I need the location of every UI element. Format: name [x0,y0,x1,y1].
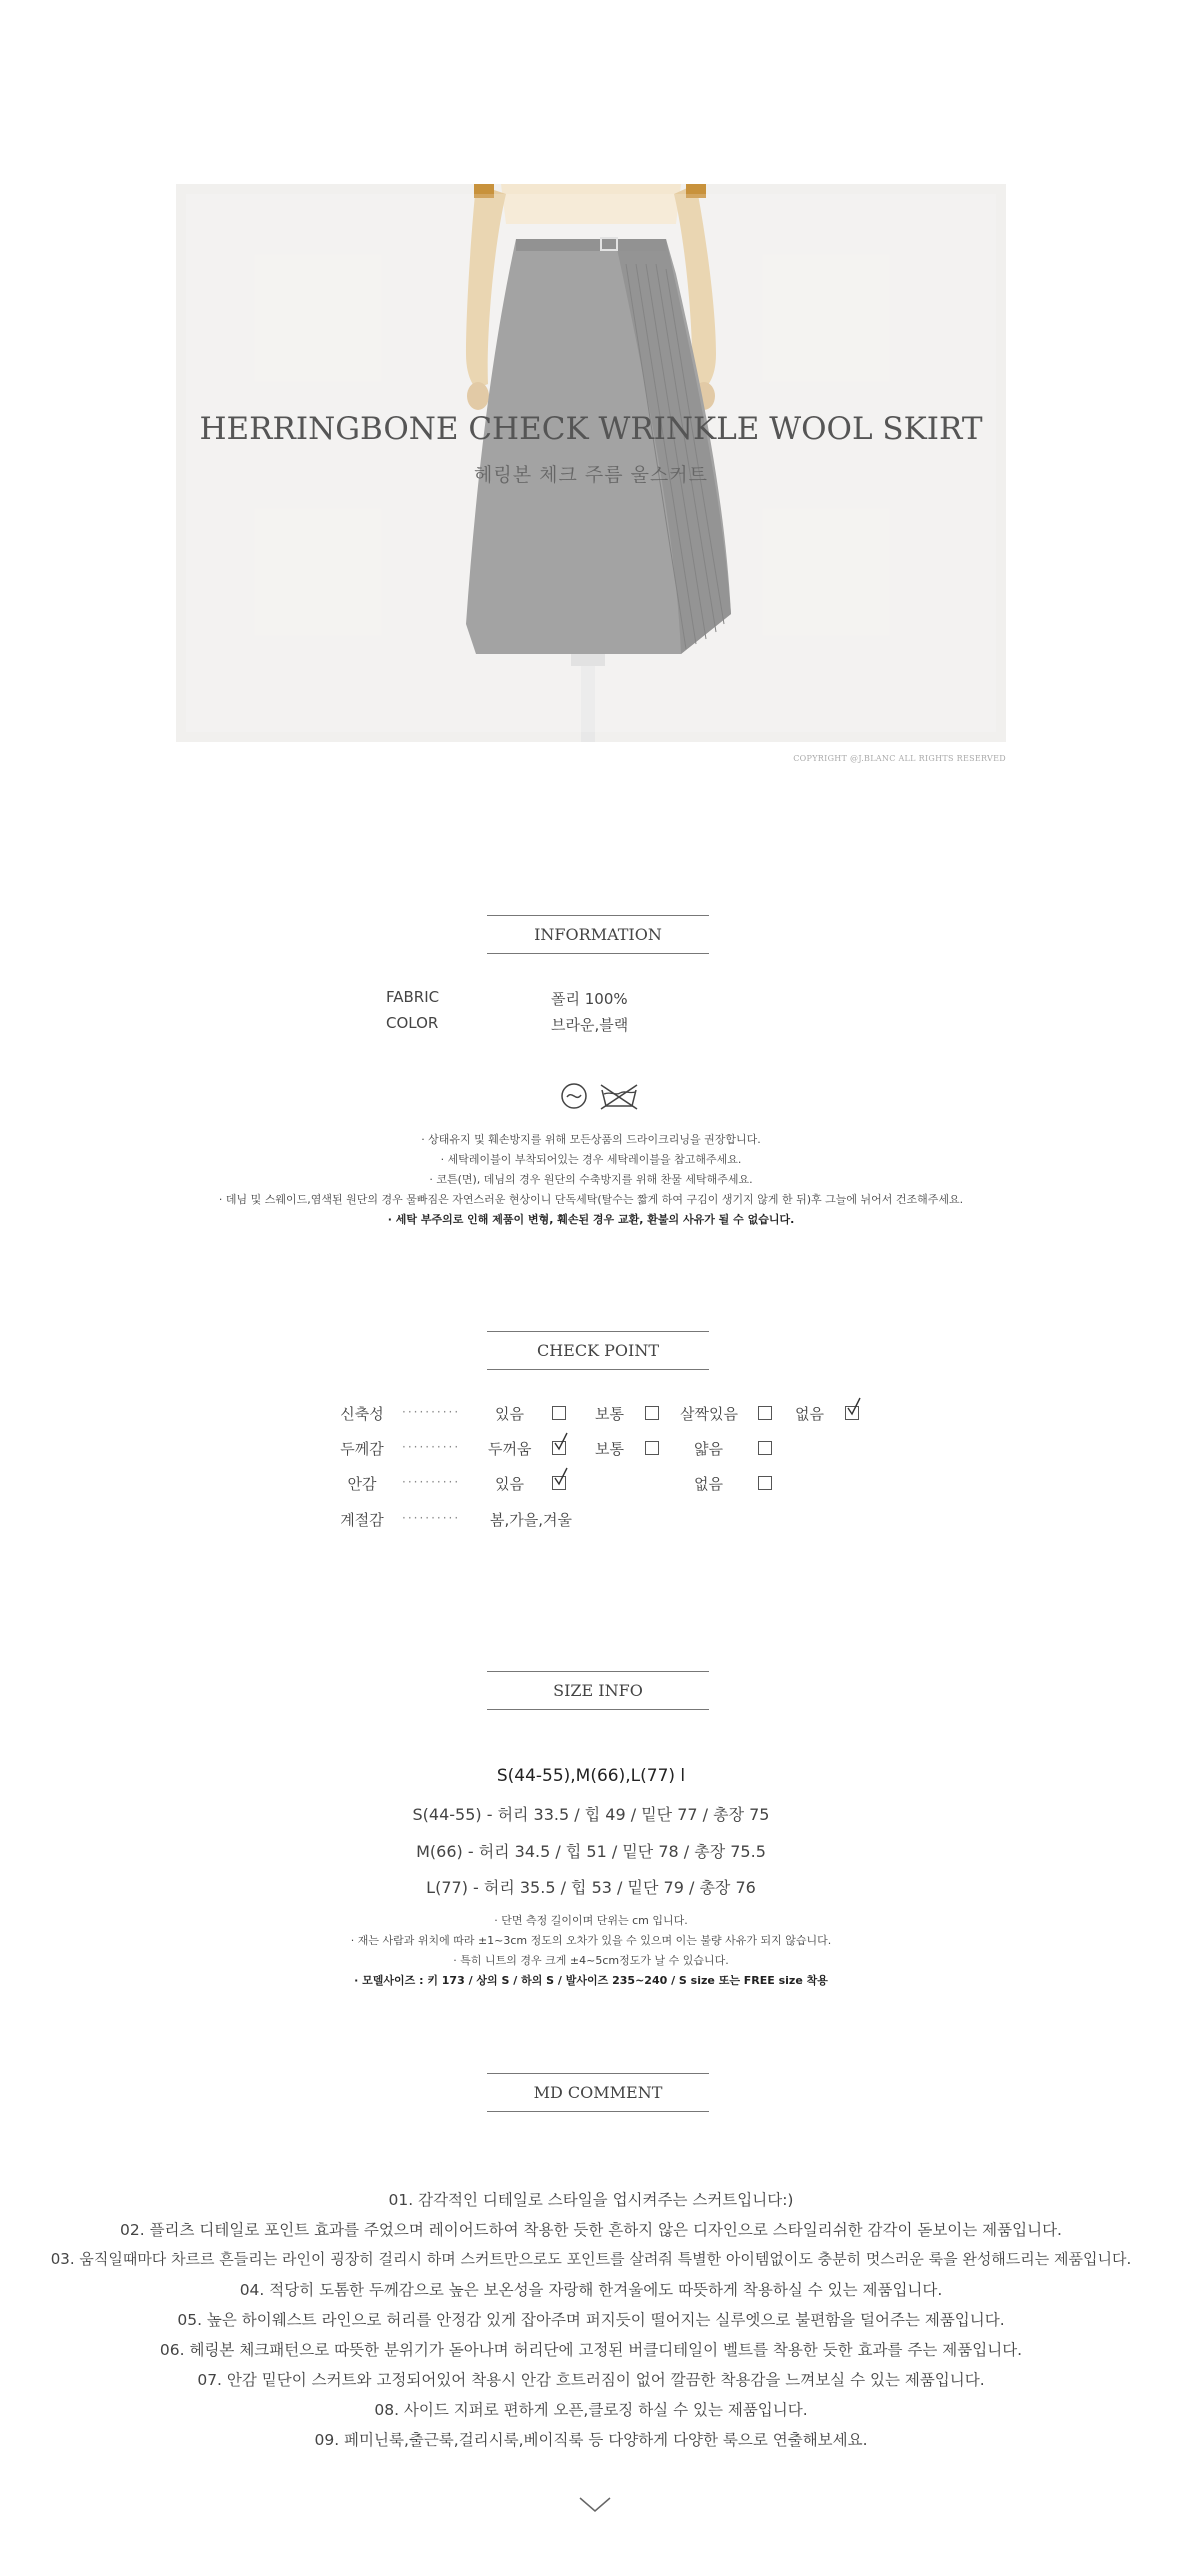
stretch-none-checkbox [845,1406,859,1420]
md-comment-line: 08. 사이드 지퍼로 편하게 오픈,클로징 하실 수 있는 제품입니다. [374,2401,808,2419]
stretch-label: 신축성 [340,1405,384,1423]
fabric-label: FABRIC [386,988,440,1006]
product-subtitle: 헤링본 체크 주름 울스커트 [473,464,708,486]
leader-dots: ·········· [402,1511,461,1525]
information-heading: INFORMATION [487,915,709,954]
color-value: 브라운,블랙 [551,1016,629,1034]
care-note: · 데님 및 스웨이드,염색된 원단의 경우 물빠짐은 자연스러운 현상이니 단독세탁(탈수는 짧게 하여 구김이 생기지 않게 한 뒤)후 그늘에 뉘어서 건조해주세요. [218,1193,964,1206]
lining-none-checkbox [758,1476,772,1490]
leader-dots: ·········· [402,1475,461,1489]
size-info-heading: SIZE INFO [487,1671,709,1710]
season-label: 계절감 [340,1511,384,1529]
size-line-m: M(66) - 허리 34.5 / 힙 51 / 밑단 78 / 총장 75.5 [416,1842,766,1861]
size-line-l: L(77) - 허리 35.5 / 힙 53 / 밑단 79 / 총장 76 [426,1878,756,1897]
stretch-option-slight: 살짝있음 [680,1405,738,1423]
check-point-heading: CHECK POINT [487,1331,709,1370]
lining-option-yes: 있음 [495,1475,524,1493]
md-comment-line: 07. 안감 밑단이 스커트와 고정되어있어 착용시 안감 흐트러짐이 없어 깔끔한 착용감을 느껴보실 수 있는 제품입니다. [197,2371,985,2389]
stretch-slight-checkbox [758,1406,772,1420]
size-line-s: S(44-55) - 허리 33.5 / 힙 49 / 밑단 77 / 총장 75 [412,1805,770,1824]
color-label: COLOR [386,1014,439,1032]
md-comment-line: 03. 움직일때마다 차르르 흔들리는 라인이 굉장히 걸리시 하며 스커트만으로도 포인트를 살려줘 특별한 아이템없이도 충분히 멋스러운 룩을 완성해드리는 제품입니다. [50,2250,1132,2268]
stretch-option-yes: 있음 [495,1405,524,1423]
stretch-normal-checkbox [645,1406,659,1420]
thickness-option-thick: 두꺼움 [488,1440,532,1458]
fabric-value: 폴리 100% [551,990,628,1008]
md-comment-line: 09. 페미닌룩,출근룩,걸리시룩,베이직룩 등 다양하게 다양한 룩으로 연출해보세요. [314,2431,868,2449]
size-list-title: S(44-55),M(66),L(77) l [496,1766,686,1786]
lining-label: 안감 [347,1475,377,1493]
hand-wash-icon [560,1082,588,1110]
model-size-note: · 모델사이즈 : 키 173 / 상의 S / 하의 S / 발사이즈 235~240 / S size 또는 FREE size 착용 [354,1974,828,1987]
stretch-option-normal: 보통 [595,1405,624,1423]
md-comment-line: 01. 감각적인 디테일로 스타일을 업시켜주는 스커트입니다:) [388,2191,794,2209]
md-comment-line: 02. 플리츠 디테일로 포인트 효과를 주었으며 레이어드하여 착용한 듯한 흔하지 않은 디자인으로 스타일리쉬한 감각이 돋보이는 제품입니다. [120,2221,1062,2239]
copyright-text: COPYRIGHT @J.BLANC ALL RIGHTS RESERVED [793,754,1006,763]
thickness-normal-checkbox [645,1441,659,1455]
size-note: · 단면 측정 길이이며 단위는 cm 입니다. [494,1914,688,1927]
md-comment-line: 05. 높은 하이웨스트 라인으로 허리를 안정감 있게 잡아주며 퍼지듯이 떨어지는 실루엣으로 불편함을 덜어주는 제품입니다. [177,2311,1005,2329]
lining-option-none: 없음 [694,1475,723,1493]
md-comment-heading: MD COMMENT [487,2073,709,2112]
care-note: · 상태유지 및 훼손방지를 위해 모든상품의 드라이크리닝을 권장합니다. [421,1133,761,1146]
check-mark-icon [554,1432,568,1452]
stretch-yes-checkbox [552,1406,566,1420]
thickness-option-thin: 얇음 [694,1440,723,1458]
season-value: 봄,가을,겨울 [490,1511,572,1529]
check-mark-icon [847,1397,861,1417]
md-comment-line: 04. 적당히 도톰한 두께감으로 높은 보온성을 자랑해 한겨울에도 따뜻하게 착용하실 수 있는 제품입니다. [239,2281,943,2299]
thickness-label: 두께감 [340,1440,384,1458]
thickness-thick-checkbox [552,1441,566,1455]
stretch-option-none: 없음 [795,1405,824,1423]
chevron-down-icon [578,2495,612,2515]
no-machine-wash-icon [598,1082,640,1110]
leader-dots: ·········· [402,1440,461,1454]
leader-dots: ·········· [402,1405,461,1419]
size-note: · 재는 사람과 위치에 따라 ±1~3cm 정도의 오차가 있을 수 있으며 이는 불량 사유가 되지 않습니다. [350,1934,832,1947]
thickness-option-normal: 보통 [595,1440,624,1458]
thickness-thin-checkbox [758,1441,772,1455]
care-warning: · 세탁 부주의로 인해 제품이 변형, 훼손된 경우 교환, 환불의 사유가 될 수 없습니다. [387,1213,795,1226]
md-comment-line: 06. 헤링본 체크패턴으로 따뜻한 분위기가 돋아나며 허리단에 고정된 버클디테일이 벨트를 착용한 듯한 효과를 주는 제품입니다. [159,2341,1023,2359]
care-note: · 코튼(면), 데님의 경우 원단의 수축방지를 위해 찬물 세탁해주세요. [429,1173,753,1186]
hero-image [176,184,1006,742]
product-title: HERRINGBONE CHECK WRINKLE WOOL SKIRT [199,411,983,447]
care-note: · 세탁레이블이 부착되어있는 경우 세탁레이블을 참고해주세요. [440,1153,742,1166]
size-note: · 특히 니트의 경우 크게 ±4~5cm정도가 날 수 있습니다. [453,1954,729,1967]
lining-yes-checkbox [552,1476,566,1490]
check-mark-icon [554,1467,568,1487]
